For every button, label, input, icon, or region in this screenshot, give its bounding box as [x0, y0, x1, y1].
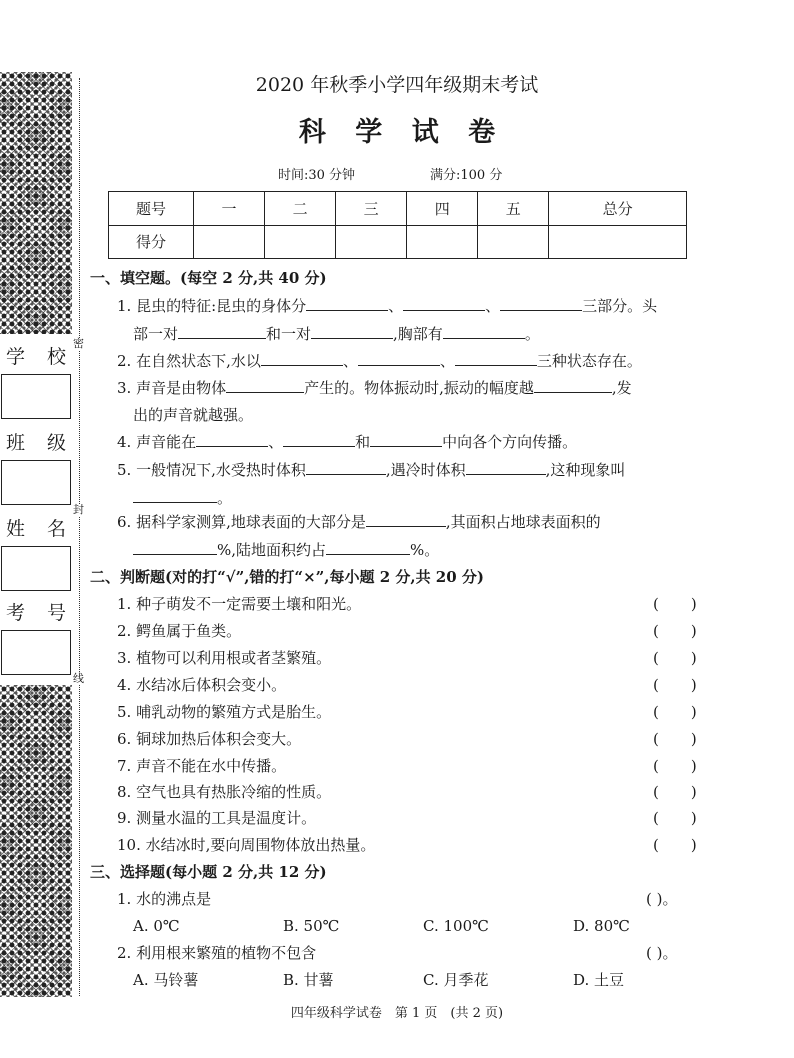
judge-item: 3. 植物可以利用根或者茎繁殖。: [117, 649, 332, 667]
cut-mark: 封: [73, 503, 84, 516]
answer-blank[interactable]: [261, 351, 343, 366]
judge-item: 7. 声音不能在水中传播。: [117, 757, 287, 775]
judge-item: 9. 测量水温的工具是温度计。: [117, 809, 317, 827]
answer-blank[interactable]: [403, 296, 485, 311]
judge-answer-paren[interactable]: ( ): [653, 595, 697, 613]
question-6-line-1: 6. 据科学家测算,地球表面的大部分是 ,其面积占地球表面积的: [117, 513, 601, 531]
judge-item: 1. 种子萌发不一定需要土壤和阳光。: [117, 595, 362, 613]
section2-heading: 二、判断题(对的打“√”,错的打“×”,每小题 2 分,共 20 分): [90, 568, 485, 586]
score-table-header: 四: [407, 192, 478, 226]
score-row-label: 得分: [109, 225, 194, 259]
binding-pattern-bottom: [0, 685, 72, 997]
cut-line: [79, 78, 80, 996]
section1-heading: 一、填空题。(每空 2 分,共 40 分): [90, 269, 327, 287]
choice-option[interactable]: C. 100℃: [423, 917, 489, 935]
question-4: 4. 声音能在 、 和 中向各个方向传播。: [117, 433, 578, 451]
choice-option[interactable]: B. 甘薯: [283, 971, 334, 989]
page-footer: 四年级科学试卷 第 1 页 (共 2 页): [290, 1006, 504, 1021]
answer-blank[interactable]: [306, 460, 386, 475]
judge-item: 5. 哺乳动物的繁殖方式是胎生。: [117, 703, 332, 721]
section3-heading: 三、选择题(每小题 2 分,共 12 分): [90, 863, 327, 881]
answer-blank[interactable]: [226, 378, 304, 393]
name-field[interactable]: [1, 546, 71, 591]
score-table-header: 三: [336, 192, 407, 226]
paper-title: 科 学 试 卷: [298, 117, 506, 148]
choice-option[interactable]: A. 0℃: [133, 917, 180, 935]
answer-blank[interactable]: [358, 351, 440, 366]
judge-item: 8. 空气也具有热胀冷缩的性质。: [117, 783, 332, 801]
score-cell[interactable]: [407, 225, 478, 259]
school-label: 学 校: [6, 346, 66, 368]
answer-blank[interactable]: [133, 540, 217, 555]
answer-blank[interactable]: [306, 296, 388, 311]
answer-blank[interactable]: [455, 351, 537, 366]
question-5-line-2: 。: [133, 488, 232, 508]
answer-blank[interactable]: [466, 460, 546, 475]
cut-mark: 密: [73, 337, 84, 350]
answer-blank[interactable]: [443, 324, 525, 339]
score-table: [108, 191, 687, 259]
score-table-header: 二: [265, 192, 336, 226]
score-cell[interactable]: [265, 225, 336, 259]
judge-answer-paren[interactable]: ( ): [653, 783, 697, 801]
judge-answer-paren[interactable]: ( ): [653, 757, 697, 775]
choice-option[interactable]: C. 月季花: [423, 971, 489, 989]
choice-option[interactable]: A. 马铃薯: [133, 971, 199, 989]
exam-number-field[interactable]: [1, 630, 71, 675]
answer-blank[interactable]: [311, 324, 393, 339]
judge-item: 2. 鳄鱼属于鱼类。: [117, 622, 242, 640]
answer-blank[interactable]: [500, 296, 582, 311]
score-table-header: 五: [478, 192, 549, 226]
question-2: 2. 在自然状态下,水以 、 、 三种状态存在。: [117, 352, 642, 370]
answer-blank[interactable]: [326, 540, 410, 555]
judge-item: 6. 铜球加热后体积会变大。: [117, 730, 302, 748]
school-field[interactable]: [1, 374, 71, 419]
score-cell[interactable]: [194, 225, 265, 259]
judge-answer-paren[interactable]: ( ): [653, 622, 697, 640]
score-table-header: 一: [194, 192, 265, 226]
judge-answer-paren[interactable]: ( ): [653, 649, 697, 667]
score-cell[interactable]: [336, 225, 407, 259]
judge-answer-paren[interactable]: ( ): [653, 730, 697, 748]
judge-answer-paren[interactable]: ( ): [653, 836, 697, 854]
question-1-line-1: 1. 昆虫的特征:昆虫的身体分 、 、 三部分。头: [117, 297, 658, 315]
score-table-score-row: [109, 225, 687, 259]
judge-answer-paren[interactable]: ( ): [653, 676, 697, 694]
score-cell[interactable]: [549, 225, 687, 259]
judge-item: 10. 水结冰时,要向周围物体放出热量。: [117, 836, 376, 854]
cut-mark: 线: [73, 672, 84, 685]
time-limit: 时间:30 分钟: [278, 168, 356, 183]
class-label: 班 级: [6, 432, 66, 454]
exam-number-label: 考 号: [6, 602, 66, 624]
answer-blank[interactable]: [370, 432, 442, 447]
answer-blank[interactable]: [283, 432, 355, 447]
question-5-line-1: 5. 一般情况下,水受热时体积 ,遇冷时体积 ,这种现象叫: [117, 461, 626, 479]
choice-option[interactable]: D. 土豆: [573, 971, 625, 989]
judge-item: 4. 水结冰后体积会变小。: [117, 676, 287, 694]
choice-answer-paren[interactable]: ( )。: [646, 944, 678, 962]
choice-option[interactable]: B. 50℃: [283, 917, 340, 935]
score-cell[interactable]: [478, 225, 549, 259]
choice-answer-paren[interactable]: ( )。: [646, 890, 678, 908]
score-table-header: 题号: [109, 192, 194, 226]
answer-blank[interactable]: [366, 512, 446, 527]
answer-blank[interactable]: [534, 378, 612, 393]
answer-blank[interactable]: [196, 432, 268, 447]
question-1-line-2: 部一对 和一对 ,胸部有 。: [133, 325, 540, 343]
choice-question-stem: 1. 水的沸点是: [117, 890, 212, 908]
answer-blank[interactable]: [133, 488, 217, 503]
score-table-header-row: [109, 192, 687, 226]
question-6-line-2: %,陆地面积约占 %。: [133, 540, 439, 560]
exam-title: 2020 年秋季小学四年级期末考试: [255, 74, 539, 96]
choice-option[interactable]: D. 80℃: [573, 917, 630, 935]
judge-answer-paren[interactable]: ( ): [653, 809, 697, 827]
answer-blank[interactable]: [178, 324, 266, 339]
question-3-line-2: 出的声音就越强。: [133, 406, 254, 424]
full-score: 满分:100 分: [430, 168, 503, 183]
judge-answer-paren[interactable]: ( ): [653, 703, 697, 721]
class-field[interactable]: [1, 460, 71, 505]
question-3-line-1: 3. 声音是由物体 产生的。物体振动时,振动的幅度越 ,发: [117, 379, 632, 397]
name-label: 姓 名: [6, 518, 66, 540]
choice-question-stem: 2. 利用根来繁殖的植物不包含: [117, 944, 317, 962]
score-table-header: 总分: [549, 192, 687, 226]
